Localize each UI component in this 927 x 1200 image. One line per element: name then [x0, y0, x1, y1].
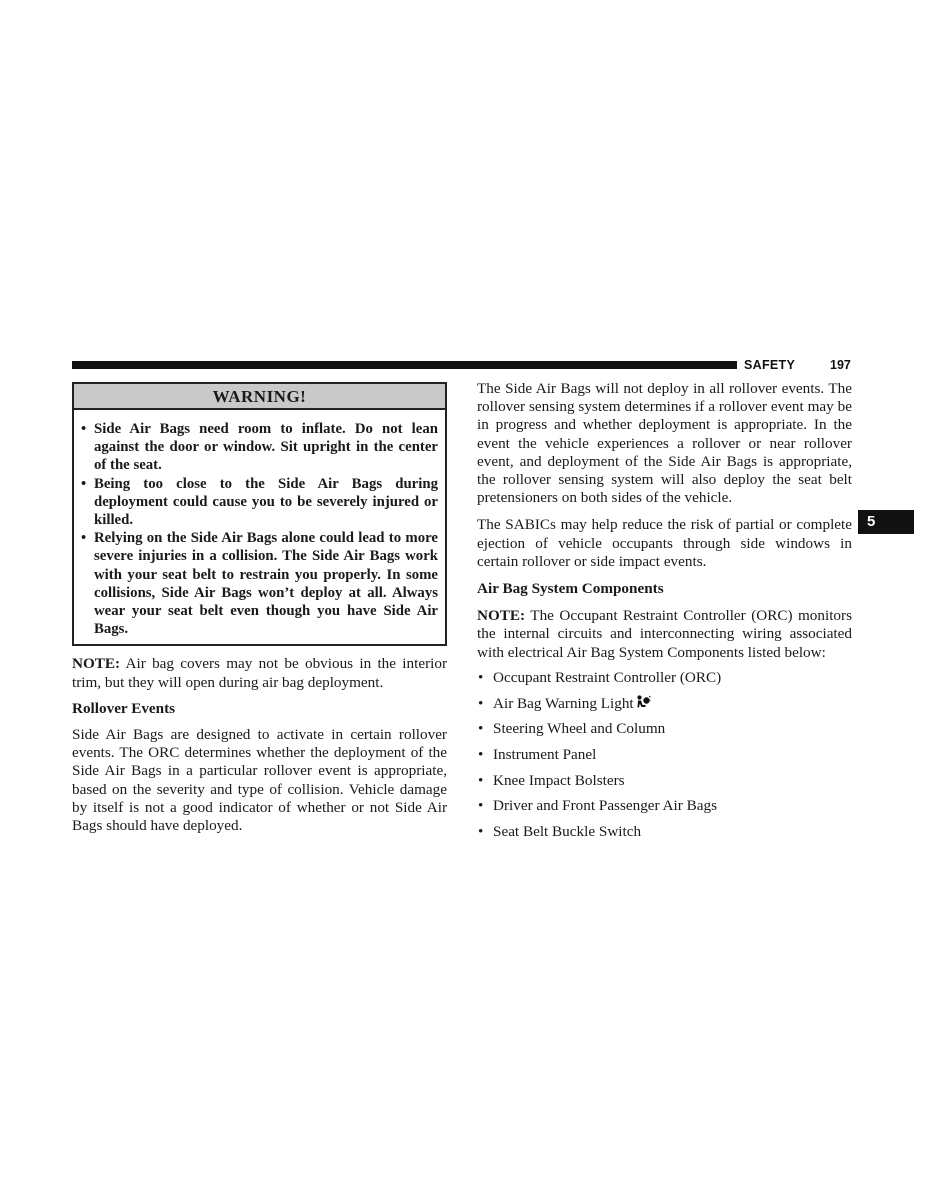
warning-box	[72, 382, 447, 646]
warning-item: • Being too close to the Side Air Bags during deployment could cause you to be severely injured or killed.	[81, 475, 438, 529]
components-heading: Air Bag System Components	[477, 580, 664, 598]
list-item: • Knee Impact Bolsters	[478, 771, 625, 789]
orc-note-paragraph: NOTE: The Occupant Restraint Controller (ORC) monitors the internal circuits and interconnecting wiring associated with electrical Air Bag System Components listed below:	[477, 607, 852, 661]
page-number: 197	[830, 358, 851, 372]
header-rule	[72, 361, 737, 369]
warning-item: • Relying on the Side Air Bags alone could lead to more severe injuries in a collision. The Side Air Bags work with your seat belt to restrain you properly. In some collisions, Side Air Bags won’t deploy at all. Always wear your seat belt even though you have Side Air Bags.	[81, 530, 438, 638]
components-list	[477, 669, 852, 841]
list-item: • Instrument Panel	[478, 745, 597, 763]
list-item: • Steering Wheel and Column	[478, 720, 666, 738]
list-item: • Air Bag Warning Light	[477, 695, 852, 713]
sabics-paragraph: The SABICs may help reduce the risk of partial or complete ejection of vehicle occupants through side windows in certain rollover or side impact events.	[477, 516, 852, 570]
warning-title: WARNING!	[74, 384, 445, 410]
section-title: SAFETY	[744, 358, 796, 372]
list-item: • Seat Belt Buckle Switch	[478, 822, 642, 840]
left-column	[72, 382, 447, 835]
rollover-heading: Rollover Events	[72, 699, 176, 717]
rollover-paragraph: Side Air Bags are designed to activate in certain rollover events. The ORC determines whether the deployment of the Side Air Bags in a particular rollover event is appropriate, based on the severity and type of collision. Vehicle damage by itself is not a good indicator of whether or not Side Air Bags should have deployed.	[72, 726, 447, 835]
rollover-deploy-paragraph: The Side Air Bags will not deploy in all rollover events. The rollover sensing system determines if a rollover event may be in progress and whether deployment is appropriate. In the event the vehicle experiences a rollover or near rollover event, and deployment of the Side Air Bags is appropriate, the rollover sensing system will also deploy the seat belt pretensioners on both sides of the vehicle.	[477, 380, 852, 507]
warning-list	[74, 410, 445, 644]
note-paragraph: NOTE: Air bag covers may not be obvious in the interior trim, but they will open during air bag deployment.	[72, 655, 447, 691]
warning-item: • Side Air Bags need room to inflate. Do not lean against the door or window. Sit upright in the center of the seat.	[81, 421, 438, 474]
list-item: • Occupant Restraint Controller (ORC)	[478, 668, 722, 686]
chapter-tab: 5	[858, 510, 914, 534]
right-column	[477, 380, 852, 849]
airbag-warning-icon	[635, 695, 651, 711]
list-item: • Driver and Front Passenger Air Bags	[478, 797, 717, 815]
